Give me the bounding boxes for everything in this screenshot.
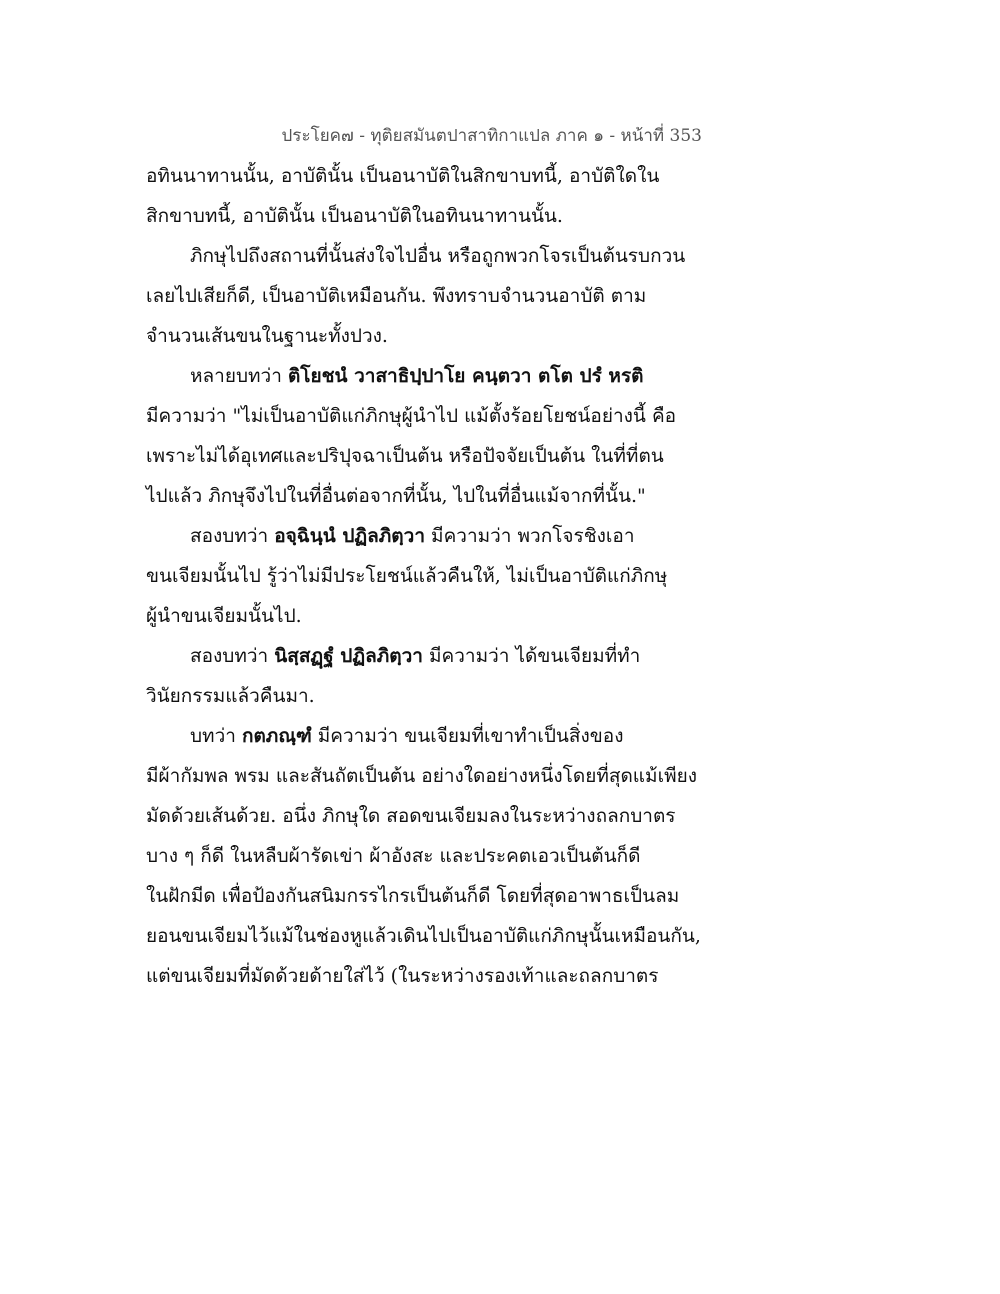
text-segment: ในฝักมีด เพื่อป้องกันสนิมกรรไกรเป็นต้นก็ดี โดยที่สุดอาพาธเป็นลม xyxy=(146,885,680,907)
text-line xyxy=(146,796,716,836)
text-segment: มีความว่า ได้ขนเจียมที่ทำ xyxy=(422,645,641,667)
text-segment: มีความว่า "ไม่เป็นอาบัติแก่ภิกษุผู้นำไป แม้ตั้งร้อยโยชน์อย่างนี้ คือ xyxy=(146,405,677,427)
text-segment: ขนเจียมนั้นไป รู้ว่าไม่มีประโยชน์แล้วคืนให้, ไม่เป็นอาบัติแก่ภิกษุ xyxy=(146,565,668,587)
text-segment: มีความว่า พวกโจรชิงเอา xyxy=(425,525,635,547)
text-segment: เลยไปเสียก็ดี, เป็นอาบัติเหมือนกัน. พึงทราบจำนวนอาบัติ ตาม xyxy=(146,285,647,307)
text-line xyxy=(146,156,716,196)
text-line xyxy=(146,836,716,876)
text-segment: ยอนขนเจียมไว้แม้ในช่องหูแล้วเดินไปเป็นอาบัติแก่ภิกษุนั้นเหมือนกัน, xyxy=(146,925,701,947)
text-line xyxy=(146,476,716,516)
text-line xyxy=(146,276,716,316)
text-segment: อทินนาทานนั้น, อาบัตินั้น เป็นอนาบัติในสิกขาบทนี้, อาบัติใดใน xyxy=(146,165,660,187)
text-segment: บทว่า xyxy=(190,725,242,747)
running-header: ประโยค๗ - ทุติยสมันตปาสาทิกาแปล ภาค ๑ - หน้าที่ 353 xyxy=(281,126,702,146)
text-segment: สองบทว่า xyxy=(190,525,275,547)
text-segment: วินัยกรรมแล้วคืนมา. xyxy=(146,685,315,707)
text-line xyxy=(146,556,716,596)
text-line xyxy=(146,596,716,636)
text-segment: สิกขาบทนี้, อาบัตินั้น เป็นอนาบัติในอทินนาทานนั้น. xyxy=(146,205,563,227)
text-segment: บาง ๆ ก็ดี ในหลืบผ้ารัดเข่า ผ้าอังสะ และประคตเอวเป็นต้นก็ดี xyxy=(146,845,641,867)
paragraph xyxy=(146,516,716,636)
paragraph xyxy=(146,236,716,356)
text-line xyxy=(146,716,716,756)
pali-term: อจฺฉินฺนํ ปฏิลภิตฺวา xyxy=(274,525,425,547)
text-segment: ผู้นำขนเจียมนั้นไป. xyxy=(146,605,302,627)
text-line xyxy=(146,876,716,916)
text-segment: แต่ขนเจียมที่มัดด้วยด้ายใส่ไว้ (ในระหว่างรองเท้าและถลกบาตร xyxy=(146,965,659,987)
text-segment: สองบทว่า xyxy=(190,645,275,667)
paragraph xyxy=(146,716,716,996)
text-line xyxy=(146,196,716,236)
pali-term: ติโยชนํ วาสาธิปฺปาโย คนฺตวา ตโต ปรํ หรติ xyxy=(287,365,644,387)
text-line xyxy=(146,516,716,556)
text-line xyxy=(146,316,716,356)
text-line xyxy=(146,956,716,996)
text-line xyxy=(146,356,716,396)
text-segment: จำนวนเส้นขนในฐานะทั้งปวง. xyxy=(146,325,388,347)
text-line xyxy=(146,236,716,276)
paragraph xyxy=(146,356,716,516)
text-segment: มีความว่า ขนเจียมที่เขาทำเป็นสิ่งของ xyxy=(311,725,624,747)
paragraph xyxy=(146,156,716,236)
text-line xyxy=(146,436,716,476)
text-segment: ภิกษุไปถึงสถานที่นั้นส่งใจไปอื่น หรือถูกพวกโจรเป็นต้นรบกวน xyxy=(190,245,686,267)
text-segment: ไปแล้ว ภิกษุจึงไปในที่อื่นต่อจากที่นั้น, ไปในที่อื่นแม้จากที่นั้น." xyxy=(146,485,646,507)
paragraph xyxy=(146,636,716,716)
text-line xyxy=(146,636,716,676)
text-segment: มัดด้วยเส้นด้วย. อนึ่ง ภิกษุใด สอดขนเจียมลงในระหว่างถลกบาตร xyxy=(146,805,676,827)
text-line xyxy=(146,756,716,796)
pali-term: นิสฺสฏฺฐํ ปฏิลภิตฺวา xyxy=(274,645,423,667)
text-segment: เพราะไม่ได้อุเทศและปริปุจฉาเป็นต้น หรือปัจจัยเป็นต้น ในที่ที่ตน xyxy=(146,445,664,467)
text-segment: หลายบทว่า xyxy=(190,365,288,387)
text-line xyxy=(146,396,716,436)
text-line xyxy=(146,916,716,956)
page-body xyxy=(146,156,716,996)
text-line xyxy=(146,676,716,716)
pali-term: กตภณฺฑํ xyxy=(241,725,312,747)
text-segment: มีผ้ากัมพล พรม และสันถัตเป็นต้น อย่างใดอย่างหนึ่งโดยที่สุดแม้เพียง xyxy=(146,765,698,787)
